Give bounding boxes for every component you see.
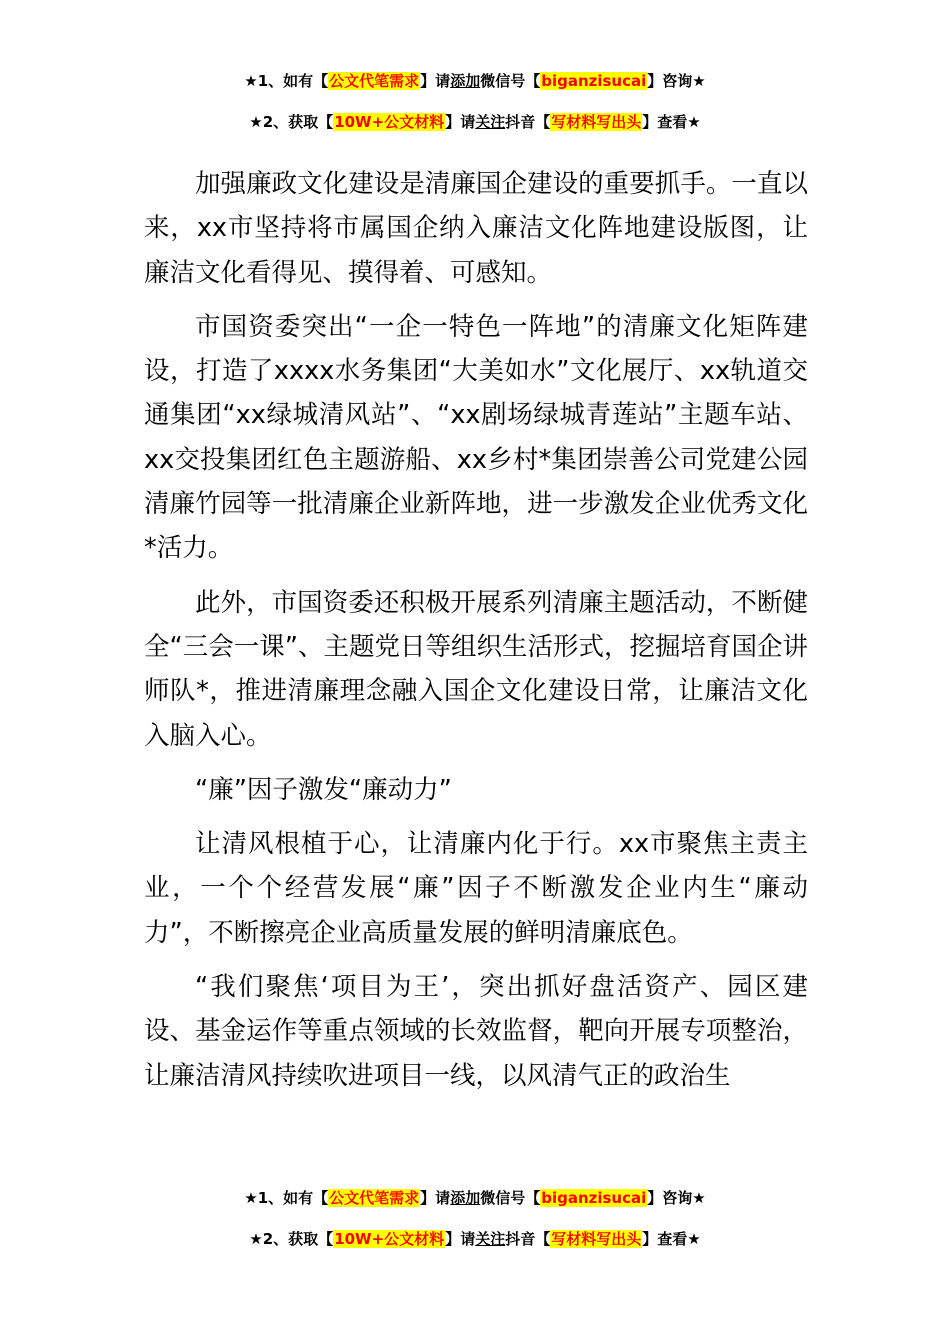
banner-highlight: 公文代笔需求 [329, 1189, 420, 1207]
banner-highlight: 10W+公文材料 [334, 113, 445, 131]
banner-text: 】请 [445, 113, 476, 131]
banner-text: 】请 [420, 72, 451, 90]
banner-highlight: 10W+公文材料 [334, 1230, 445, 1248]
footer-banner-line-2 [0, 1228, 950, 1250]
section-heading: “廉”因子激发“廉动力” [195, 774, 452, 805]
body-paragraph: “我们聚焦‘项目为王’，突出抓好盘活资产、园区建设、基金运作等重点领域的长效监督，靶向开展专项整治，让廉洁清风持续吹进项目一线，以风清气正的政治生 [144, 972, 808, 1091]
banner-highlight: 写材料写出头 [551, 1230, 642, 1248]
body-paragraph: 让清风根植于心，让清廉内化于行。xx市聚焦主责主业，一个个经营发展“廉”因子不断激发企业内生“廉动力”，不断擦亮企业高质量发展的鲜明清廉底色。 [144, 829, 808, 948]
banner-text: 】请 [420, 1189, 451, 1207]
banner-text: 抖音【 [505, 1230, 551, 1248]
banner-text: 】查看★ [642, 1230, 701, 1248]
body-paragraph: 加强廉政文化建设是清廉国企建设的重要抓手。一直以来，xx市坚持将市属国企纳入廉洁文化阵地建设版图，让廉洁文化看得见、摸得着、可感知。 [144, 169, 808, 288]
banner-emphasis: 关注 [475, 1230, 506, 1248]
banner-text: 】查看★ [642, 113, 701, 131]
banner-text: ★2、获取【 [249, 1230, 334, 1248]
banner-text: ★2、获取【 [249, 113, 334, 131]
banner-highlight: biganzisucai [541, 72, 647, 90]
header-banner-line-2 [0, 111, 950, 133]
banner-text: 】咨询★ [647, 1189, 706, 1207]
banner-highlight: 写材料写出头 [551, 113, 642, 131]
banner-emphasis: 添加 [450, 72, 481, 90]
banner-emphasis: 关注 [475, 113, 506, 131]
body-paragraph: 市国资委突出“一企一特色一阵地”的清廉文化矩阵建设，打造了xxxx水务集团“大美如水”文化展厅、xx轨道交通集团“xx绿城清风站”、“xx剧场绿城青莲站”主题车站、xx交投集团红色主题游船、xx乡村*集团崇善公司党建公园清廉竹园等一批清廉企业新阵地，进一步激发企业优秀文化*活力。 [144, 311, 808, 564]
header-banner-line-1 [0, 70, 950, 92]
banner-emphasis: 添加 [450, 1189, 481, 1207]
banner-text: ★1、如有【 [244, 1189, 329, 1207]
banner-text: ★1、如有【 [244, 72, 329, 90]
footer-banner-line-1 [0, 1187, 950, 1209]
banner-text: 微信号【 [480, 1189, 541, 1207]
banner-text: 】咨询★ [647, 72, 706, 90]
banner-text: 微信号【 [480, 72, 541, 90]
banner-highlight: 公文代笔需求 [329, 72, 420, 90]
banner-text: 抖音【 [505, 113, 551, 131]
banner-text: 】请 [445, 1230, 476, 1248]
body-paragraph: 此外，市国资委还积极开展系列清廉主题活动，不断健全“三会一课”、主题党日等组织生活形式，挖掘培育国企讲师队*，推进清廉理念融入国企文化建设日常，让廉洁文化入脑入心。 [144, 587, 808, 751]
banner-highlight: biganzisucai [541, 1189, 647, 1207]
document-body [144, 162, 808, 1108]
